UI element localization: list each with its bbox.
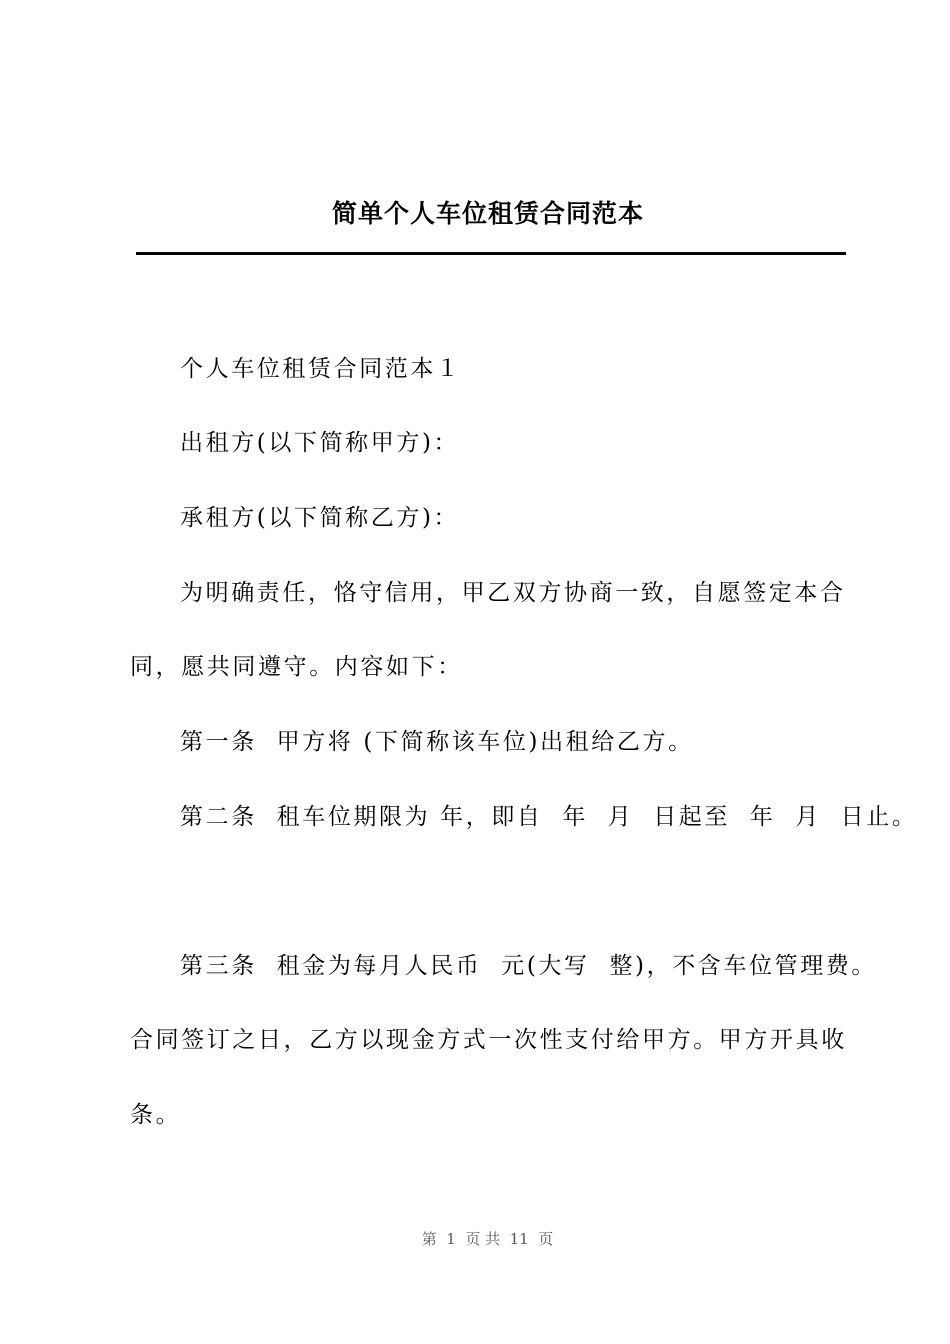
article-2: 第二条 租车位期限为 年，即自 年 月 日起至 年 月 日止。 <box>180 804 918 830</box>
preamble-line-1: 为明确责任，恪守信用，甲乙双方协商一致，自愿签定本合 <box>180 580 846 606</box>
article-3-line-2: 合同签订之日，乙方以现金方式一次性支付给甲方。甲方开具收 <box>130 1027 847 1053</box>
lessor-line: 出租方(以下简称甲方)： <box>180 430 460 456</box>
contract-subtitle: 个人车位租赁合同范本１ <box>180 356 462 382</box>
document-title: 简单个人车位租赁合同范本 <box>331 199 644 228</box>
article-3-line-3: 条。 <box>130 1102 182 1128</box>
lessee-line: 承租方(以下简称乙方)： <box>180 505 460 531</box>
page-footer: 第 1 页 共 11 页 <box>421 1230 554 1248</box>
preamble-line-2: 同，愿共同遵守。内容如下： <box>130 654 463 680</box>
article-3-line-1: 第三条 租金为每月人民币 元(大写 整)，不含车位管理费。 <box>180 953 878 979</box>
article-1: 第一条 甲方将 (下简称该车位)出租给乙方。 <box>180 729 694 755</box>
title-underline <box>136 252 846 255</box>
